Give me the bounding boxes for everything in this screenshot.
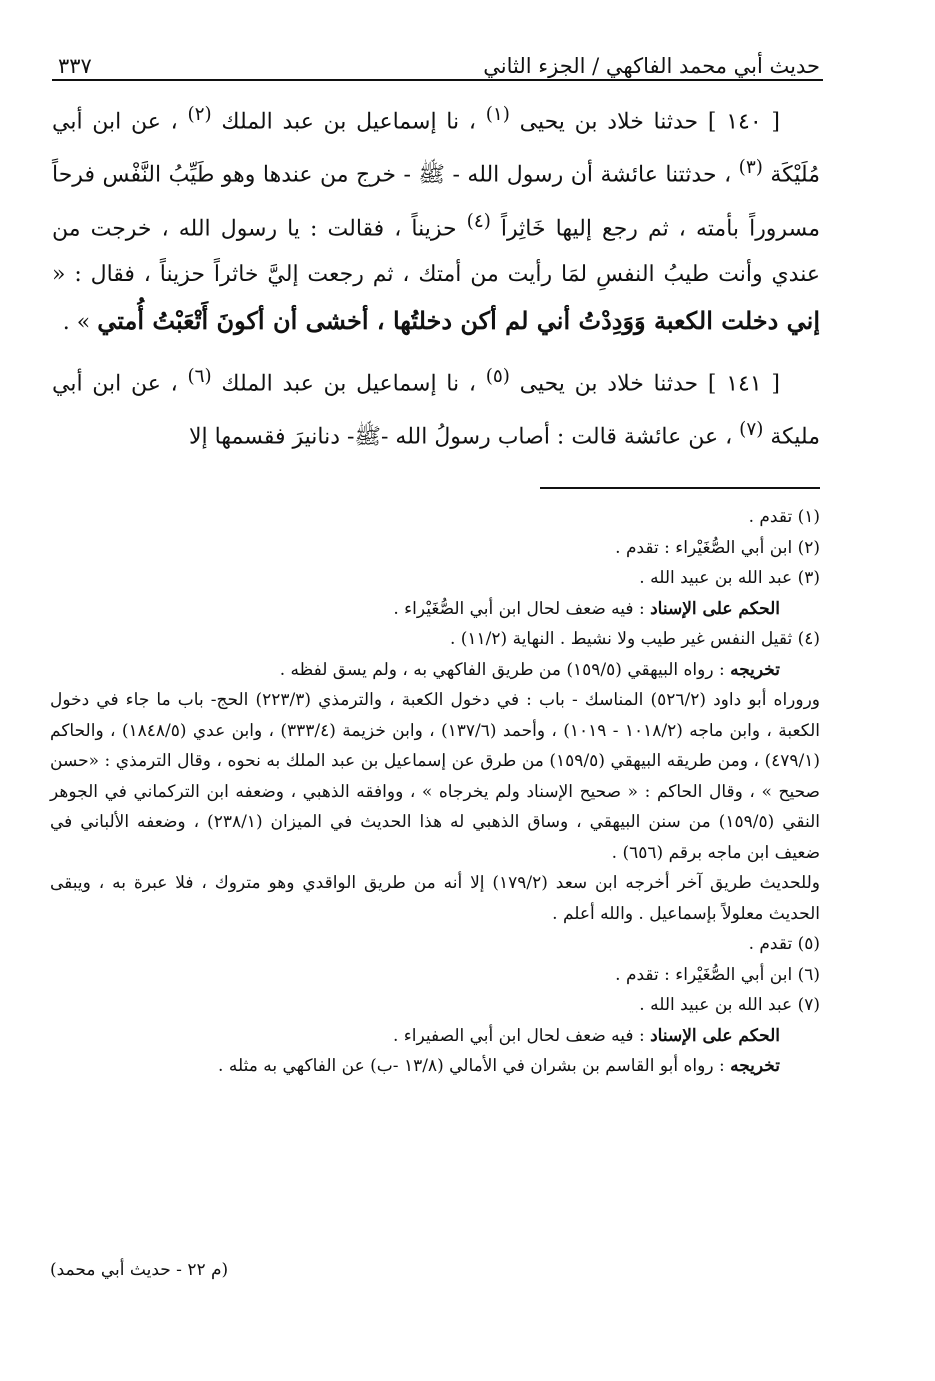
footnote-6: (٦) ابن أبي الصُّغَيْراء : تقدم . <box>615 964 820 985</box>
footnote-7-ruling: الحكم على الإسناد : فيه ضعف لحال ابن أبي الصفيراء . <box>392 1025 780 1046</box>
footnote-ref: (٥) <box>485 365 510 387</box>
footnote-5: (٥) تقدم . <box>748 934 820 954</box>
footnote-7: (٧) عبد الله بن عبيد الله . <box>639 995 820 1015</box>
signature-note: (م ٢٢ - حديث أبي محمد) <box>50 1260 229 1280</box>
footnote-3-ruling: الحكم على الإسناد : فيه ضعف لحال ابن أبي الصُّغَيْراء . <box>393 598 780 619</box>
footnote-ref: (٤) <box>466 210 491 232</box>
footnote-4-takhrij: تخريجه : رواه البيهقي (١٥٩/٥) من طريق الفاكهي به ، ولم يسق لفظه . <box>279 659 780 680</box>
running-title: حديث أبي محمد الفاكهي / الجزء الثاني <box>483 54 820 78</box>
footnote-4-other-route: وللحديث طريق آخر أخرجه ابن سعد (١٧٩/٢) إلا أنه من طريق الواقدي وهو متروك ، فلا عبرة به ، ويبقى الحديث معلولاً بإسماعيل . والله أعلم . <box>50 873 820 924</box>
footnote-4: (٤) ثقيل النفس غير طيب ولا نشيط . النهاية (١١/٢) . <box>449 629 820 649</box>
footnote-ref: (٣) <box>738 157 763 179</box>
footnote-ref: (٧) <box>739 419 764 441</box>
footnote-ref: (٦) <box>187 365 212 387</box>
page-header <box>58 38 820 78</box>
footnote-4-sources: وروراه أبو داود (٥٢٦/٢) المناسك - باب : في دخول الكعبة ، والترمذي (٢٢٣/٣) الحج- باب ما جاء في دخول الكعبة ، وابن ماجه (١٠١٨/٢ - ١٠١٩) ، وأحمد (١٣٧/٦) ، وابن خزيمة (٣٣٣/٤) ، وابن عدي (١٨٤٨/٥) ، والحاكم (٤٧٩/١) ، ومن طريقه البيهقي (١٥٩/٥) من طرق عن إسماعيل بن عبد الملك به نحوه ، وقال الترمذي : «حسن صحيح » ، وقال الحاكم : « صحيح الإسناد ولم يخرجاه » ، ووافقه الذهبي ، وضعفه ابن التركماني في الجوهر النقي (١٥٩/٥) من سنن البيهقي ، وساق الذهبي له هذا الحديث في الميزان (٢٣٨/١) ، وضعفه الألباني في ضعيف ابن ماجه برقم (٦٥٦) . <box>50 690 821 863</box>
footnote-1: (١) تقدم . <box>748 507 820 527</box>
footnote-2: (٢) ابن أبي الصُّغَيْراء : تقدم . <box>615 537 820 558</box>
page-number: ٣٣٧ <box>58 54 92 78</box>
footnote-ref: (١) <box>485 104 510 125</box>
hadith-141: [ ١٤١ ] حدثنا خلاد بن يحيى $^{(٥)}$ ، نا إسماعيل بن عبد الملك $^{(٦)}$ ، عن ابن أبي مليكة $^{(٧)}$ ، عن عائشة قالت : أصاب رسولُ الله -ﷺ- دنانيرَ فقسمها إلا <box>52 365 820 450</box>
footnotes <box>50 502 820 1082</box>
footnote-divider <box>540 487 820 489</box>
footnote-ref: (٢) <box>187 104 212 125</box>
header-divider <box>52 79 823 81</box>
prophetic-saying: إني دخلت الكعبة وَوَدِدْتُ أني لم أكن دخلتُها ، أخشى أن أكونَ أَتْعَبْتُ أُمتي <box>97 305 820 335</box>
footnote-7-takhrij: تخريجه : رواه أبو القاسم بن بشران في الأمالي (١٣/٨ -ب) عن الفاكهي به مثله . <box>218 1056 780 1076</box>
footnote-3: (٣) عبد الله بن عبيد الله . <box>639 568 820 588</box>
main-text <box>52 92 820 461</box>
hadith-140: [ ١٤٠ ] حدثنا خلاد بن يحيى $^{(١)}$ ، نا إسماعيل بن عبد الملك $^{(٢)}$ ، عن ابن أبي مُلَيْكَة $^{(٣)}$ ، حدثتنا عائشة أن رسول الله - ﷺ - خرج من عندها وهو طَيِّبُ النَّفْس فرحاً مسروراً بأمته ، ثم رجع إليها خَاثِراً $^{(٤)}$ حزيناً ، فقالت : يا رسول الله ، خرجت من عندي وأنت طيبُ النفسِ لمَا رأيت من أمتك ، ثم رجعت إليَّ خاثراً حزيناً ، فقال : « إني دخلت الكعبة وَوَدِدْتُ أني لم أكن دخلتُها ، أخشى أن أكونَ أَتْعَبْتُ أُمتي » . <box>52 104 820 335</box>
